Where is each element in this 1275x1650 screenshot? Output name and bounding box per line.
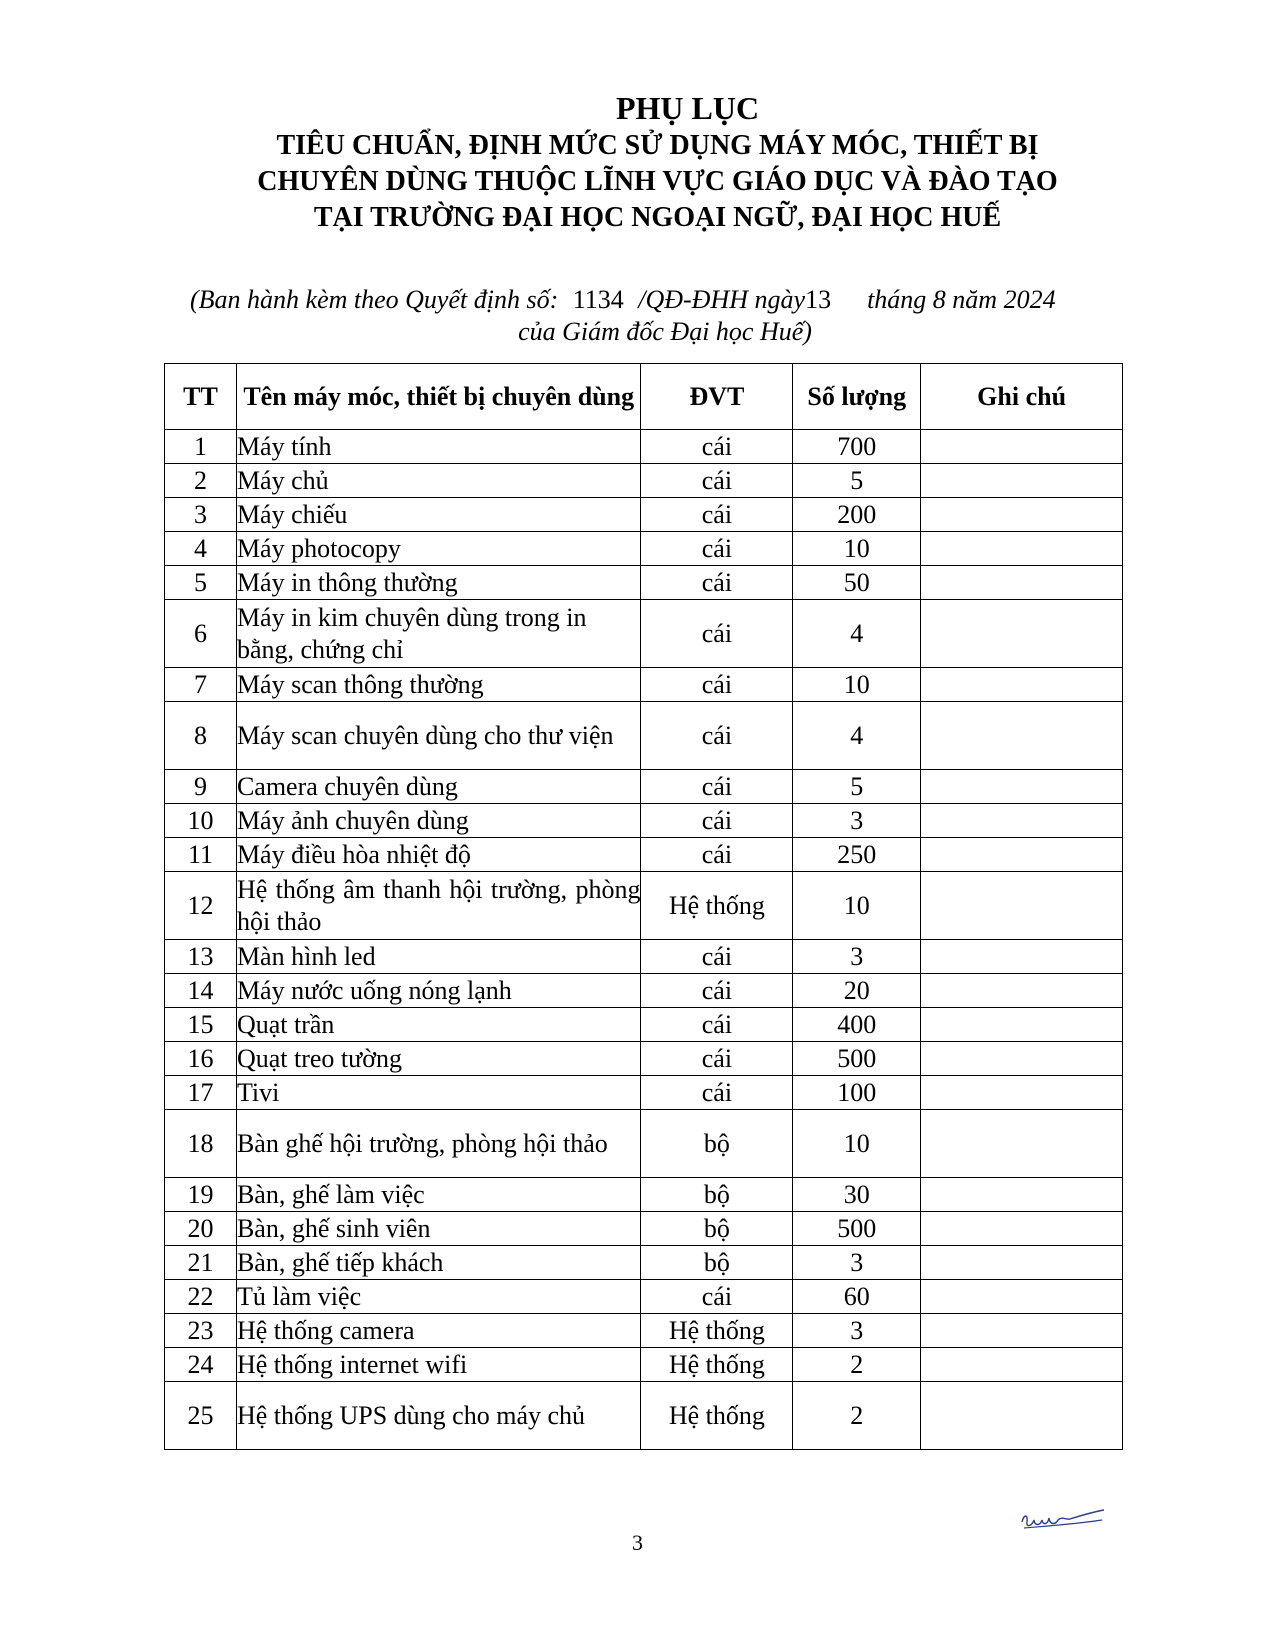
equipment-name-cell: Máy tính [236,430,641,464]
issuance-note-line-1 [190,285,1056,314]
note-cell [921,1280,1123,1314]
quantity-cell: 10 [793,668,921,702]
issuance-prefix: (Ban hành kèm theo Quyết định số: [190,285,559,314]
document-title-block [0,88,1275,236]
table-row [165,600,1123,668]
equipment-name-cell: Quạt treo tường [236,1042,641,1076]
unit-cell: Hệ thống [641,1382,793,1450]
quantity-cell: 200 [793,498,921,532]
unit-cell: cái [641,1042,793,1076]
quantity-cell: 20 [793,974,921,1008]
table-row [165,1042,1123,1076]
row-index-cell: 2 [165,464,237,498]
note-cell [921,1314,1123,1348]
table-row [165,1110,1123,1178]
note-cell [921,1110,1123,1178]
table-row [165,430,1123,464]
note-cell [921,1348,1123,1382]
table-row [165,668,1123,702]
quantity-cell: 700 [793,430,921,464]
note-cell [921,770,1123,804]
row-index-cell: 8 [165,702,237,770]
note-cell [921,532,1123,566]
table-row [165,1280,1123,1314]
quantity-cell: 2 [793,1382,921,1450]
issuance-note-line-2: của Giám đốc Đại học Huế) [518,317,812,346]
issuance-note [190,284,1150,348]
row-index-cell: 3 [165,498,237,532]
unit-cell: cái [641,430,793,464]
quantity-cell: 4 [793,702,921,770]
table-row [165,1076,1123,1110]
table-row [165,498,1123,532]
equipment-name-cell: Màn hình led [236,940,641,974]
note-cell [921,804,1123,838]
equipment-name-cell: Bàn, ghế tiếp khách [236,1246,641,1280]
table-row [165,1314,1123,1348]
table-header-row [165,364,1123,430]
issuance-middle: /QĐ-ĐHH ngày [638,285,806,314]
row-index-cell: 6 [165,600,237,668]
row-index-cell: 16 [165,1042,237,1076]
quantity-cell: 2 [793,1348,921,1382]
equipment-name-cell: Bàn ghế hội trường, phòng hội thảo [236,1110,641,1178]
row-index-cell: 11 [165,838,237,872]
quantity-cell: 3 [793,940,921,974]
equipment-name-cell: Hệ thống internet wifi [236,1348,641,1382]
equipment-name-cell: Máy ảnh chuyên dùng [236,804,641,838]
equipment-name-cell: Tủ làm việc [236,1280,641,1314]
row-index-cell: 7 [165,668,237,702]
unit-cell: Hệ thống [641,1314,793,1348]
note-cell [921,838,1123,872]
equipment-name-cell: Máy chủ [236,464,641,498]
decision-number: 1134 [572,285,624,314]
table-row [165,1178,1123,1212]
row-index-cell: 10 [165,804,237,838]
equipment-name-cell: Máy scan thông thường [236,668,641,702]
unit-cell: bộ [641,1246,793,1280]
equipment-name-cell: Hệ thống UPS dùng cho máy chủ [236,1382,641,1450]
unit-cell: cái [641,770,793,804]
quantity-cell: 50 [793,566,921,600]
note-cell [921,1178,1123,1212]
quantity-cell: 10 [793,532,921,566]
decision-month-year: tháng 8 năm 2024 [867,285,1056,314]
document-subtitle-line-1: TIÊU CHUẨN, ĐỊNH MỨC SỬ DỤNG MÁY MÓC, THIẾT BỊ [276,130,1039,161]
row-index-cell: 18 [165,1110,237,1178]
unit-cell: bộ [641,1212,793,1246]
note-cell [921,1076,1123,1110]
document-subtitle-line-3: TẠI TRƯỜNG ĐẠI HỌC NGOẠI NGỮ, ĐẠI HỌC HUẾ [313,202,1002,233]
row-index-cell: 25 [165,1382,237,1450]
equipment-name-cell: Tivi [236,1076,641,1110]
unit-cell: cái [641,974,793,1008]
unit-cell: cái [641,566,793,600]
unit-cell: cái [641,498,793,532]
header-tt: TT [165,364,237,430]
note-cell [921,1246,1123,1280]
equipment-name-cell: Quạt trần [236,1008,641,1042]
note-cell [921,872,1123,940]
equipment-name-cell: Máy photocopy [236,532,641,566]
equipment-name-cell: Máy điều hòa nhiệt độ [236,838,641,872]
header-quantity: Số lượng [793,364,921,430]
page-number: 3 [632,1530,643,1555]
row-index-cell: 12 [165,872,237,940]
header-note: Ghi chú [921,364,1123,430]
document-title: PHỤ LỤC [615,90,760,126]
equipment-name-cell: Máy chiếu [236,498,641,532]
note-cell [921,566,1123,600]
unit-cell: bộ [641,1178,793,1212]
row-index-cell: 9 [165,770,237,804]
row-index-cell: 5 [165,566,237,600]
document-subtitle-line-2: CHUYÊN DÙNG THUỘC LĨNH VỰC GIÁO DỤC VÀ ĐÀO TẠO [257,166,1058,197]
quantity-cell: 250 [793,838,921,872]
row-index-cell: 20 [165,1212,237,1246]
table-row [165,838,1123,872]
unit-cell: cái [641,1280,793,1314]
unit-cell: cái [641,1008,793,1042]
quantity-cell: 4 [793,600,921,668]
unit-cell: cái [641,702,793,770]
table-row [165,872,1123,940]
quantity-cell: 5 [793,770,921,804]
row-index-cell: 19 [165,1178,237,1212]
unit-cell: cái [641,600,793,668]
quantity-cell: 500 [793,1042,921,1076]
unit-cell: cái [641,464,793,498]
row-index-cell: 24 [165,1348,237,1382]
quantity-cell: 400 [793,1008,921,1042]
equipment-name-cell: Máy in thông thường [236,566,641,600]
quantity-cell: 10 [793,1110,921,1178]
table-row [165,532,1123,566]
unit-cell: cái [641,804,793,838]
note-cell [921,1212,1123,1246]
quantity-cell: 3 [793,804,921,838]
row-index-cell: 13 [165,940,237,974]
quantity-cell: 100 [793,1076,921,1110]
row-index-cell: 4 [165,532,237,566]
unit-cell: cái [641,532,793,566]
note-cell [921,974,1123,1008]
equipment-name-cell: Hệ thống camera [236,1314,641,1348]
row-index-cell: 15 [165,1008,237,1042]
note-cell [921,940,1123,974]
equipment-name-cell: Camera chuyên dùng [236,770,641,804]
table-row [165,1008,1123,1042]
unit-cell: cái [641,668,793,702]
unit-cell: Hệ thống [641,872,793,940]
row-index-cell: 21 [165,1246,237,1280]
note-cell [921,464,1123,498]
header-unit: ĐVT [641,364,793,430]
row-index-cell: 22 [165,1280,237,1314]
note-cell [921,702,1123,770]
equipment-name-cell: Máy scan chuyên dùng cho thư viện [236,702,641,770]
equipment-name-cell: Máy in kim chuyên dùng trong in bằng, chứng chỉ [236,600,641,668]
equipment-table [164,363,1123,1450]
unit-cell: cái [641,1076,793,1110]
quantity-cell: 3 [793,1314,921,1348]
equipment-name-cell: Bàn, ghế sinh viên [236,1212,641,1246]
note-cell [921,498,1123,532]
table-row [165,566,1123,600]
table-row [165,1348,1123,1382]
quantity-cell: 30 [793,1178,921,1212]
note-cell [921,1008,1123,1042]
table-row [165,1246,1123,1280]
note-cell [921,430,1123,464]
row-index-cell: 23 [165,1314,237,1348]
table-row [165,940,1123,974]
row-index-cell: 1 [165,430,237,464]
note-cell [921,600,1123,668]
unit-cell: cái [641,838,793,872]
quantity-cell: 500 [793,1212,921,1246]
table-row [165,770,1123,804]
equipment-name-cell: Hệ thống âm thanh hội trường, phòng hội thảo [236,872,641,940]
table-row [165,464,1123,498]
row-index-cell: 17 [165,1076,237,1110]
table-row [165,702,1123,770]
equipment-name-cell: Máy nước uống nóng lạnh [236,974,641,1008]
table-row [165,804,1123,838]
table-row [165,974,1123,1008]
note-cell [921,668,1123,702]
quantity-cell: 5 [793,464,921,498]
table-row [165,1382,1123,1450]
signature-icon [1018,1500,1108,1534]
row-index-cell: 14 [165,974,237,1008]
unit-cell: bộ [641,1110,793,1178]
header-name: Tên máy móc, thiết bị chuyên dùng [236,364,641,430]
equipment-name-cell: Bàn, ghế làm việc [236,1178,641,1212]
table-body [165,430,1123,1450]
note-cell [921,1382,1123,1450]
note-cell [921,1042,1123,1076]
quantity-cell: 60 [793,1280,921,1314]
unit-cell: cái [641,940,793,974]
quantity-cell: 3 [793,1246,921,1280]
decision-day: 13 [805,285,832,314]
unit-cell: Hệ thống [641,1348,793,1382]
table-row [165,1212,1123,1246]
quantity-cell: 10 [793,872,921,940]
